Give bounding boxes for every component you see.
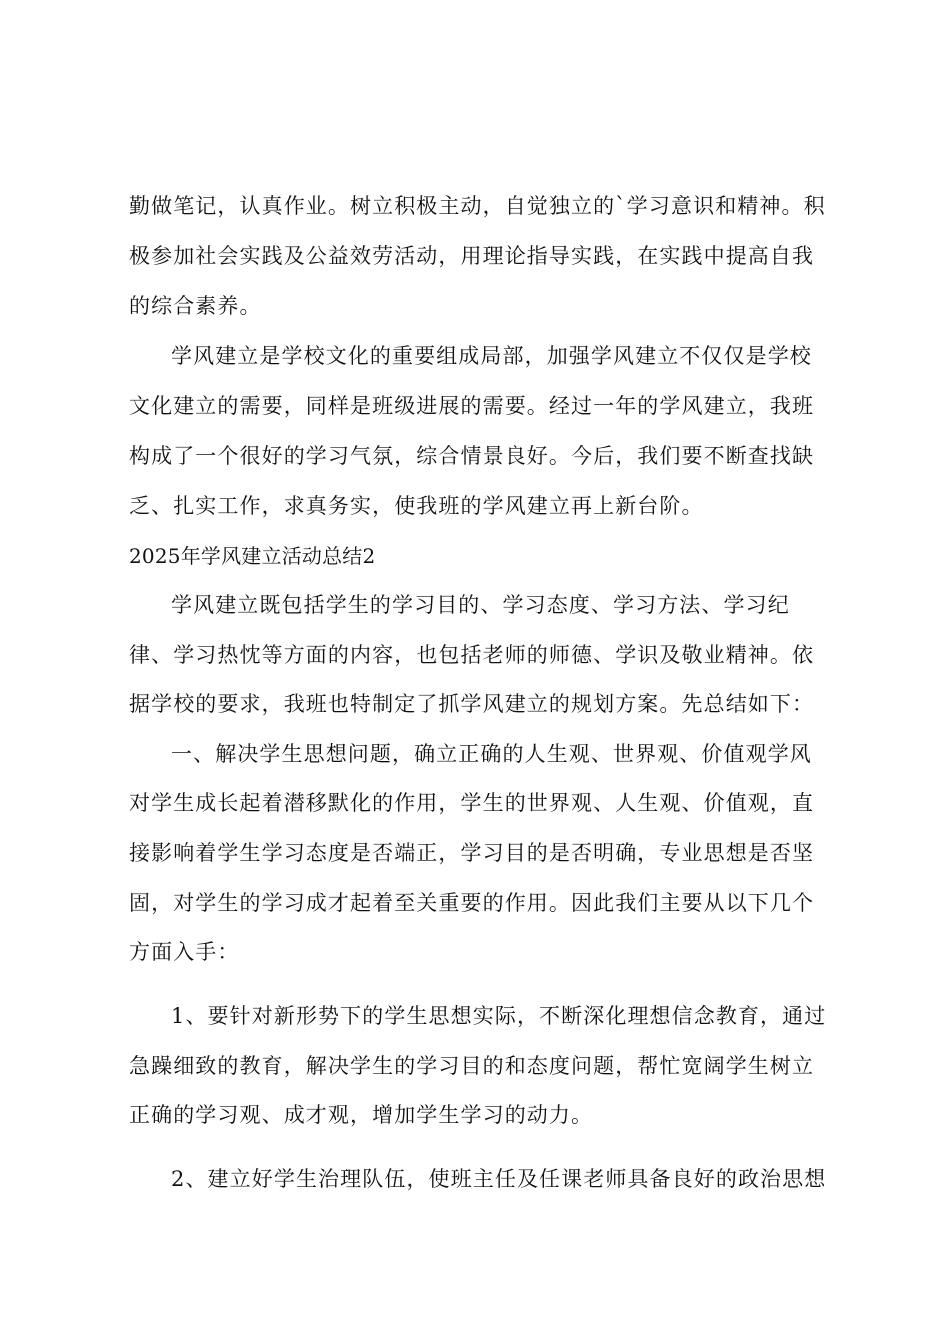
text-line: 固，对学生的学习成才起着至关重要的作用。因此我们主要从以下几个	[129, 891, 815, 915]
text-line: 的综合素养。	[129, 294, 262, 318]
text-line: 据学校的要求，我班也特制定了抓学风建立的规划方案。先总结如下：	[129, 692, 815, 716]
text-line: 接影响着学生学习态度是否端正，学习目的是否明确，专业思想是否坚	[129, 841, 815, 865]
text-line: 对学生成长起着潜移默化的作用，学生的世界观、人生观、价值观，直	[129, 791, 815, 815]
section-heading: 2025年学风建立活动总结2	[129, 544, 376, 568]
text-line: 文化建立的需要，同样是班级进展的需要。经过一年的学风建立，我班	[129, 394, 815, 418]
text-line: 方面入手：	[129, 940, 240, 964]
text-line: 正确的学习观、成才观，增加学生学习的动力。	[129, 1103, 594, 1127]
text-line: 2、建立好学生治理队伍，使班主任及任课老师具备良好的政治思想	[171, 1167, 827, 1191]
text-line: 乏、扎实工作，求真务实，使我班的学风建立再上新台阶。	[129, 494, 704, 518]
text-line: 学风建立既包括学生的学习目的、学习态度、学习方法、学习纪	[171, 593, 790, 617]
text-line: 学风建立是学校文化的重要组成局部，加强学风建立不仅仅是学校	[171, 344, 812, 368]
text-line: 急躁细致的教育，解决学生的学习目的和态度问题，帮忙宽阔学生树立	[129, 1054, 815, 1078]
text-line: 律、学习热忱等方面的内容，也包括老师的师德、学识及敬业精神。依	[129, 643, 815, 667]
text-line: 一、解决学生思想问题，确立正确的人生观、世界观、价值观学风	[171, 742, 812, 766]
text-line: 勤做笔记，认真作业。树立积极主动，自觉独立的`学习意识和精神。积	[129, 194, 826, 218]
text-line: 构成了一个很好的学习气氛，综合情景良好。今后，我们要不断查找缺	[129, 444, 815, 468]
text-line: 极参加社会实践及公益效劳活动，用理论指导实践，在实践中提高自我	[129, 244, 815, 268]
text-line: 1、要针对新形势下的学生思想实际，不断深化理想信念教育，通过	[171, 1004, 827, 1028]
